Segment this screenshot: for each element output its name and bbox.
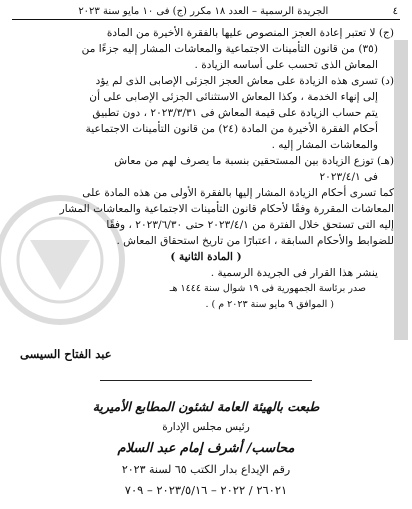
page-number: ٤ <box>392 5 398 17</box>
date-line: ( الموافق ٩ مايو سنة ٢٠٢٣ م ) . <box>205 299 334 310</box>
article-heading: ( المادة الثانية ) <box>170 251 242 263</box>
gazette-title: الجريدة الرسمية – العدد ١٨ مكرر (ج) فى ١٠ مايو سنة ٢٠٢٣ <box>78 5 329 17</box>
print-code: ٢٦٠٢١ / ٢٠٢٢ – ٢٠٢٣/٥/١٦ – ٧٠٩ <box>124 483 288 497</box>
deposit-number: رقم الإيداع بدار الكتب ٦٥ لسنة ٢٠٢٣ <box>121 463 291 476</box>
chairman-name: محاسب/ أشرف إمام عبد السلام <box>117 441 295 456</box>
president-signature: عبد الفتاح السيسى <box>20 347 112 361</box>
publish-line: ينشر هذا القرار فى الجريدة الرسمية . <box>210 267 378 279</box>
body-line: (ج) لا تعتبر إعادة العجز المنصوص عليها بالفقرة الأخيرة من المادة <box>106 27 394 39</box>
printer-name: طبعت بالهيئة العامة لشئون المطابع الأميرية <box>92 399 320 414</box>
body-line: فى ٢٠٢٣/٤/١ <box>319 171 378 183</box>
body-line: (٣٥) من قانون التأمينات الاجتماعية والمعاشات المشار إليه جزءًا من <box>81 43 378 55</box>
issued-line: صدر برئاسة الجمهورية فى ١٩ شوال سنة ١٤٤٤ هـ <box>169 283 366 294</box>
body-line: إليه التى تستحق خلال الفترة من ٢٠٢٣/٤/١ حتى ٢٠٢٣/٦/٣٠ ، وفقًا <box>106 219 394 231</box>
body-line: أحكام الفقرة الأخيرة من المادة (٢٤) من قانون التأمينات الاجتماعية <box>85 123 378 135</box>
decree-body <box>18 25 394 313</box>
body-line: إلى إنهاء الخدمة ، وكذا المعاش الاستثنائى الجزئى الإصابى على أن <box>89 91 378 103</box>
page-header <box>14 4 398 18</box>
body-line: للضوابط والأحكام السابقة ، اعتبارًا من تاريخ استحقاق المعاش . <box>116 235 394 247</box>
body-line: والمعاشات المشار إليه . <box>271 139 378 151</box>
printer-footer <box>0 396 412 501</box>
body-line: المعاشات المقررة وفقًا لأحكام قانون التأمينات الاجتماعية والمعاشات المشار <box>59 203 394 215</box>
body-line: المعاش الذى تحسب على أساسه الزيادة . <box>194 59 378 71</box>
body-line: (هـ) توزع الزيادة بين المستحقين بنسبة ما يصرف لهم من معاش <box>114 155 394 167</box>
body-line: (د) تسرى هذه الزيادة على معاش العجز الجزئى الإصابى الذى لم يؤد <box>95 75 394 87</box>
board-role: رئيس مجلس الإدارة <box>162 421 250 433</box>
body-line: يتم حساب الزيادة على قيمة المعاش فى ٢٠٢٣/٣/٣١ ، دون تطبيق <box>92 107 378 119</box>
header-divider <box>12 19 400 20</box>
footer-divider <box>100 380 312 381</box>
body-line: كما تسرى أحكام الزيادة المشار إليها بالفقرة الأولى من هذه المادة على <box>82 187 394 199</box>
